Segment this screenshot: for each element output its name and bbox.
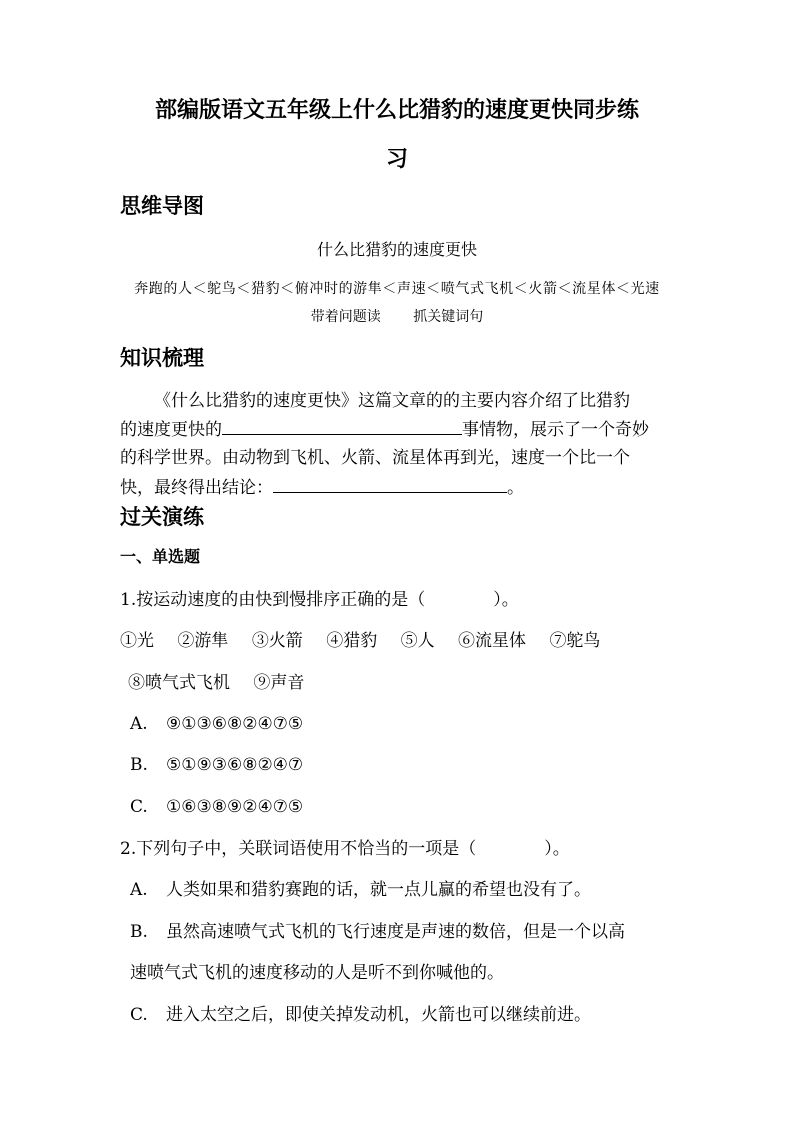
item: ②游隼 <box>177 631 229 651</box>
item: ⑨声音 <box>253 673 305 693</box>
question-2-stem: 2.下列句子中，关联词语使用不恰当的一项是（ ）。 <box>120 839 570 859</box>
document-title-continued: 习 <box>385 147 408 172</box>
mind-map-center-title: 什么比猎豹的速度更快 <box>316 240 477 259</box>
mind-map-tag: 抓关键词句 <box>413 309 484 325</box>
item: ③火箭 <box>251 631 303 651</box>
mind-map-heading: 思维导图 <box>120 194 204 218</box>
question-1-option-a[interactable]: A. ⑨①③⑥⑧②④⑦⑤ <box>130 714 304 734</box>
question-1-option-c[interactable]: C. ①⑥③⑧⑨②④⑦⑤ <box>130 797 304 817</box>
question-2-option-b-continued: 速喷气式飞机的速度移动的人是听不到你喊他的。 <box>130 963 504 983</box>
question-2-option-a[interactable]: A. 人类如果和猎豹赛跑的话，就一点儿赢的希望也没有了。 <box>130 880 591 900</box>
section-heading-single-choice: 一、单选题 <box>120 547 201 566</box>
knowledge-paragraph-line: 的科学世界。由动物到飞机、火箭、流星体再到光，速度一个比一个 <box>120 448 630 468</box>
practice-heading: 过关演练 <box>120 505 204 529</box>
item: ④猎豹 <box>326 631 378 651</box>
knowledge-paragraph-line: 快，最终得出结论： 。 <box>120 474 524 500</box>
question-2-option-b[interactable]: B. 虽然高速喷气式飞机的飞行速度是声速的数倍，但是一个以高 <box>130 922 625 942</box>
question-1-stem: 1.按运动速度的由快到慢排序正确的是（ ）。 <box>120 590 519 610</box>
knowledge-paragraph-line: 的速度更快的 事情物，展示了一个奇妙 <box>120 416 649 442</box>
question-1-option-b[interactable]: B. ⑤①⑨③⑥⑧②④⑦ <box>130 755 304 775</box>
mind-map-speed-chain: 奔跑的人＜鸵鸟＜猎豹＜俯冲时的游隼＜声速＜喷气式飞机＜火箭＜流星体＜光速 <box>134 281 660 297</box>
document-title: 部编版语文五年级上什么比猎豹的速度更快同步练 <box>154 98 639 123</box>
question-1-items <box>120 629 618 653</box>
fill-blank-2[interactable] <box>273 474 507 493</box>
item: ⑥流星体 <box>458 631 527 651</box>
mind-map-tags <box>0 305 794 329</box>
mind-map-tag: 带着问题读 <box>310 309 381 325</box>
question-1-items <box>128 671 322 695</box>
knowledge-heading: 知识梳理 <box>120 346 204 370</box>
item: ①光 <box>120 631 154 651</box>
item: ⑦鸵鸟 <box>549 631 601 651</box>
item: ⑤人 <box>400 631 435 651</box>
fill-blank-1[interactable] <box>222 416 462 435</box>
item: ⑧喷气式飞机 <box>128 673 230 693</box>
knowledge-paragraph-line: 《什么比猎豹的速度更快》这篇文章的的主要内容介绍了比猎豹 <box>154 391 630 411</box>
question-2-option-c[interactable]: C. 进入太空之后，即使关掉发动机，火箭也可以继续前进。 <box>130 1005 591 1025</box>
